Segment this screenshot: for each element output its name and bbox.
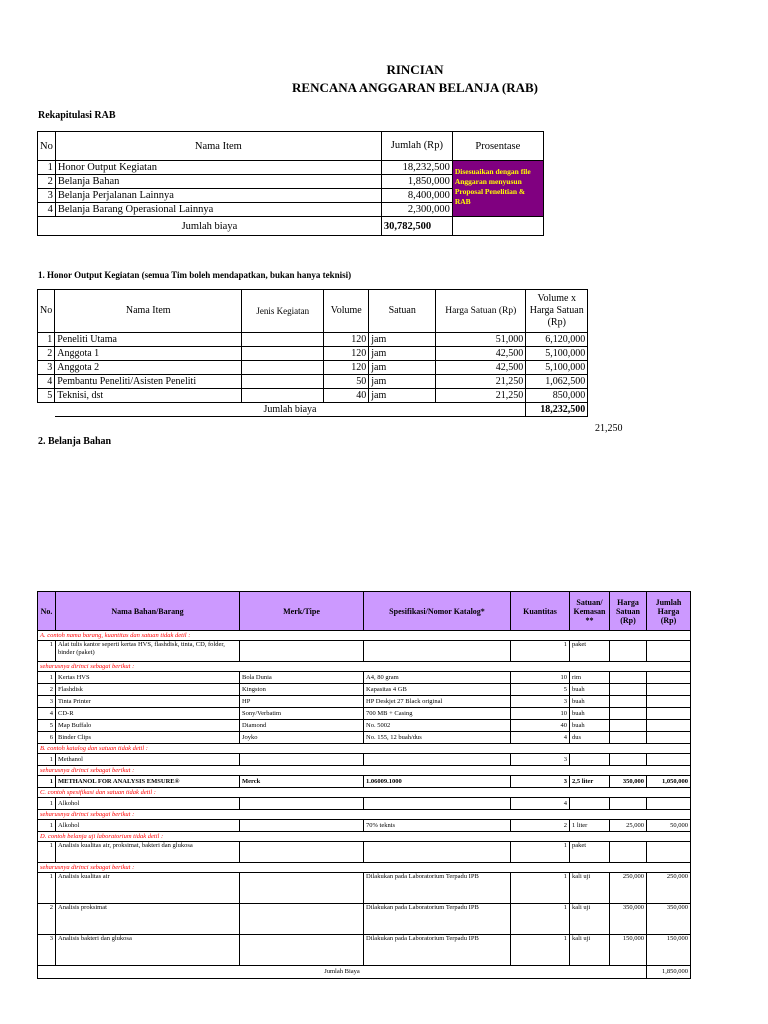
bahan-cell-nama: Alkohol [56,798,240,810]
bahan-cell-spek: HP Deskjet 27 Black original [364,696,511,708]
bahan-section-text: seharusnya dirinci sebagai berikut : [38,766,691,776]
bahan-section-text: seharusnya dirinci sebagai berikut : [38,863,691,873]
honor-row [38,347,588,361]
bahan-cell-satuan: paket [570,641,610,662]
rekap-cell-item: Belanja Barang Operasional Lainnya [55,203,381,217]
honor-header-volume: Volume [324,290,369,333]
honor-cell-no: 2 [38,347,55,361]
bahan-cell-merk: Joyko [240,732,364,744]
bahan-cell-kuantitas: 4 [511,732,570,744]
bahan-section-label [38,832,691,842]
bahan-row [38,935,691,966]
bahan-cell-harga [610,842,647,863]
bahan-cell-no: 2 [38,904,56,935]
bahan-cell-nama: Map Buffalo [56,720,240,732]
bahan-cell-spek: 70% teknis [364,820,511,832]
bahan-cell-jumlah [647,754,691,766]
bahan-cell-no: 5 [38,720,56,732]
honor-cell-total: 850,000 [526,389,588,403]
honor-cell-total: 5,100,000 [526,347,588,361]
honor-cell-volume: 50 [324,375,369,389]
honor-cell-item: Anggota 2 [55,361,242,375]
bahan-cell-jumlah [647,842,691,863]
bahan-cell-spek: 700 MB + Casing [364,708,511,720]
bahan-cell-harga: 350,000 [610,904,647,935]
bahan-cell-kuantitas: 40 [511,720,570,732]
honor-row [38,361,588,375]
bahan-cell-satuan: buah [570,720,610,732]
bahan-cell-no: 1 [38,842,56,863]
bahan-cell-harga [610,708,647,720]
rekap-note: Disesuaikan dengan file Anggaran menyusun Proposal Penelitian & RAB [452,161,543,217]
bahan-cell-harga: 25,000 [610,820,647,832]
honor-cell-jenis [242,361,324,375]
bahan-cell-nama: Analisis bakteri dan glukosa [56,935,240,966]
bahan-cell-kuantitas: 1 [511,641,570,662]
bahan-cell-kuantitas: 1 [511,935,570,966]
bahan-cell-no: 1 [38,820,56,832]
bahan-cell-spek [364,798,511,810]
doc-title-line1: RINCIAN [386,62,444,77]
doc-title-line2: RENCANA ANGGARAN BELANJA (RAB) [292,80,538,95]
rekap-table [37,131,544,236]
bahan-section-text: seharusnya dirinci sebagai berikut : [38,662,691,672]
honor-cell-jenis [242,347,324,361]
bahan-total-row [38,966,691,979]
bahan-row [38,776,691,788]
honor-cell-volume: 40 [324,389,369,403]
honor-cell-harga: 51,000 [436,333,526,347]
honor-body [38,333,588,403]
rekap-header-prosentase: Prosentase [452,132,543,161]
bahan-cell-jumlah: 50,000 [647,820,691,832]
bahan-cell-harga [610,672,647,684]
honor-cell-total: 5,100,000 [526,361,588,375]
bahan-row [38,732,691,744]
bahan-header-row [38,592,691,631]
bahan-cell-nama: Flashdisk [56,684,240,696]
honor-cell-volume: 120 [324,361,369,375]
bahan-total-value: 1,850,000 [647,966,691,979]
bahan-cell-merk [240,641,364,662]
rekap-total-value: 30,782,500 [381,217,452,236]
bahan-cell-no: 6 [38,732,56,744]
bahan-cell-nama: Binder Clips [56,732,240,744]
rekap-total-row [38,217,544,236]
bahan-cell-merk [240,842,364,863]
bahan-cell-jumlah: 250,000 [647,873,691,904]
bahan-cell-satuan: kali uji [570,873,610,904]
honor-table [37,289,588,417]
bahan-cell-jumlah: 1,050,000 [647,776,691,788]
honor-cell-item: Pembantu Peneliti/Asisten Peneliti [55,375,242,389]
bahan-section-text: D. contoh belanja uji laboratorium tidak detil : [38,832,691,842]
honor-row [38,333,588,347]
bahan-body [38,631,691,966]
bahan-cell-merk: Diamond [240,720,364,732]
rekap-heading: Rekapitulasi RAB [38,110,116,121]
rekap-header-nama-item: Nama Item [55,132,381,161]
bahan-cell-merk [240,935,364,966]
bahan-cell-no: 1 [38,672,56,684]
bahan-row [38,672,691,684]
bahan-cell-jumlah [647,672,691,684]
bahan-row [38,641,691,662]
honor-total-label: Jumlah biaya [55,403,526,417]
rekap-cell-no: 3 [38,189,56,203]
bahan-cell-jumlah [647,798,691,810]
bahan-row [38,798,691,810]
honor-header-no: No [38,290,55,333]
bahan-section-text: A. contoh nama barang, kuantitas dan satuan tidak detil : [38,631,691,641]
rekap-cell-jumlah: 2,300,000 [381,203,452,217]
bahan-cell-harga [610,798,647,810]
honor-cell-satuan: jam [369,333,436,347]
bahan-cell-nama: Alkohol [56,820,240,832]
bahan-cell-satuan [570,798,610,810]
bahan-row [38,754,691,766]
rekap-header-row [38,132,544,161]
bahan-cell-spek: Dilakukan pada Laboratorium Terpadu IPB [364,935,511,966]
bahan-cell-jumlah [647,732,691,744]
bahan-cell-nama: Alat tulis kantor seperti kertas HVS, flashdisk, tinta, CD, folder, binder (paket) [56,641,240,662]
bahan-row [38,684,691,696]
honor-header-jenis: Jenis Kegiatan [242,290,324,333]
bahan-cell-nama: CD-R [56,708,240,720]
bahan-cell-harga: 150,000 [610,935,647,966]
rekap-cell-no: 1 [38,161,56,175]
honor-cell-no: 4 [38,375,55,389]
honor-cell-satuan: jam [369,389,436,403]
bahan-cell-merk [240,798,364,810]
bahan-cell-kuantitas: 4 [511,798,570,810]
bahan-cell-nama: Methanol [56,754,240,766]
bahan-section-text: C. contoh spesifikasi dan satuan tidak detil : [38,788,691,798]
honor-header-row [38,290,588,333]
bahan-cell-satuan: 2,5 liter [570,776,610,788]
bahan-row [38,904,691,935]
honor-cell-jenis [242,375,324,389]
honor-cell-harga: 42,500 [436,361,526,375]
bahan-cell-no: 1 [38,776,56,788]
honor-row [38,389,588,403]
honor-total-value: 18,232,500 [526,403,588,417]
bahan-table [37,591,691,979]
rekap-cell-jumlah: 18,232,500 [381,161,452,175]
bahan-cell-spek: A4, 80 gram [364,672,511,684]
bahan-cell-merk [240,754,364,766]
bahan-cell-jumlah [647,720,691,732]
bahan-cell-harga [610,732,647,744]
bahan-cell-satuan: rim [570,672,610,684]
rekap-cell-jumlah: 1,850,000 [381,175,452,189]
bahan-section-label [38,863,691,873]
honor-cell-harga: 42,500 [436,347,526,361]
honor-cell-jenis [242,333,324,347]
bahan-section-text: B. contoh katalog dan satuan tidak detil : [38,744,691,754]
rekap-cell-no: 2 [38,175,56,189]
bahan-cell-spek: Dilakukan pada Laboratorium Terpadu IPB [364,904,511,935]
rekap-cell-item: Belanja Bahan [55,175,381,189]
honor-cell-volume: 120 [324,333,369,347]
bahan-cell-spek: No. 155, 12 buah/dus [364,732,511,744]
bahan-cell-satuan: kali uji [570,935,610,966]
rekap-cell-no: 4 [38,203,56,217]
bahan-cell-merk [240,873,364,904]
bahan-cell-satuan [570,754,610,766]
bahan-cell-spek: No. 5002 [364,720,511,732]
bahan-cell-kuantitas: 3 [511,696,570,708]
bahan-header-satuan: Satuan/ Kemasan ** [570,592,610,631]
bahan-header-kuantitas: Kuantitas [511,592,570,631]
bahan-row [38,696,691,708]
bahan-cell-merk [240,820,364,832]
bahan-cell-harga [610,641,647,662]
bahan-cell-merk: Bola Dunia [240,672,364,684]
rekap-cell-item: Belanja Perjalanan Lainnya [55,189,381,203]
bahan-cell-spek [364,842,511,863]
honor-row [38,375,588,389]
bahan-cell-kuantitas: 1 [511,873,570,904]
rekap-total-label: Jumlah biaya [38,217,382,236]
stray-number: 21,250 [595,423,623,434]
bahan-cell-merk: Kingston [240,684,364,696]
bahan-cell-satuan: dus [570,732,610,744]
bahan-cell-kuantitas: 2 [511,820,570,832]
honor-cell-harga: 21,250 [436,389,526,403]
honor-cell-no: 3 [38,361,55,375]
bahan-cell-jumlah: 350,000 [647,904,691,935]
honor-total-spacer [38,403,55,417]
honor-header-satuan: Satuan [369,290,436,333]
honor-cell-satuan: jam [369,347,436,361]
bahan-row [38,720,691,732]
bahan-cell-satuan: buah [570,708,610,720]
bahan-cell-no: 1 [38,641,56,662]
bahan-cell-merk: Sony/Verbatim [240,708,364,720]
honor-heading: 1. Honor Output Kegiatan (semua Tim boleh mendapatkan, bukan hanya teknisi) [38,270,352,280]
bahan-total-label: Jumlah Biaya [38,966,647,979]
bahan-cell-nama: Kertas HVS [56,672,240,684]
bahan-cell-spek: Dilakukan pada Laboratorium Terpadu IPB [364,873,511,904]
honor-cell-item: Teknisi, dst [55,389,242,403]
bahan-cell-nama: Tinta Printer [56,696,240,708]
bahan-cell-spek: 1.06009.1000 [364,776,511,788]
bahan-cell-merk: Merck [240,776,364,788]
bahan-section-label [38,744,691,754]
honor-cell-satuan: jam [369,375,436,389]
bahan-cell-no: 3 [38,696,56,708]
bahan-cell-harga [610,754,647,766]
bahan-cell-satuan: kali uji [570,904,610,935]
honor-cell-satuan: jam [369,361,436,375]
bahan-cell-spek: Kapasitas 4 GB [364,684,511,696]
bahan-heading: 2. Belanja Bahan [38,436,112,447]
honor-cell-no: 1 [38,333,55,347]
honor-header-harga: Harga Satuan (Rp) [436,290,526,333]
bahan-cell-harga [610,720,647,732]
bahan-cell-satuan: buah [570,684,610,696]
bahan-cell-kuantitas: 1 [511,904,570,935]
bahan-section-label [38,788,691,798]
honor-cell-jenis [242,389,324,403]
bahan-row [38,820,691,832]
bahan-cell-no: 1 [38,754,56,766]
bahan-cell-satuan: buah [570,696,610,708]
honor-total-row [38,403,588,417]
bahan-cell-spek [364,754,511,766]
rekap-cell-item: Honor Output Kegiatan [55,161,381,175]
bahan-cell-no: 1 [38,873,56,904]
bahan-header-jumlah: Jumlah Harga (Rp) [647,592,691,631]
bahan-cell-kuantitas: 3 [511,754,570,766]
bahan-cell-no: 4 [38,708,56,720]
bahan-header-harga: Harga Satuan (Rp) [610,592,647,631]
bahan-header-nama: Nama Bahan/Barang [56,592,240,631]
rekap-row [38,161,544,175]
rekap-cell-jumlah: 8,400,000 [381,189,452,203]
bahan-row [38,873,691,904]
bahan-cell-jumlah [647,641,691,662]
bahan-cell-no: 1 [38,798,56,810]
bahan-cell-jumlah [647,696,691,708]
bahan-row [38,842,691,863]
bahan-cell-kuantitas: 1 [511,842,570,863]
bahan-cell-no: 2 [38,684,56,696]
bahan-cell-jumlah: 150,000 [647,935,691,966]
honor-header-total: Volume x Harga Satuan (Rp) [526,290,588,333]
rekap-header-no: No [38,132,56,161]
rekap-header-jumlah: Jumlah (Rp) [381,132,452,161]
bahan-cell-satuan: paket [570,842,610,863]
bahan-cell-merk: HP [240,696,364,708]
bahan-row [38,708,691,720]
bahan-cell-spek [364,641,511,662]
bahan-cell-nama: Analisis kualitas air [56,873,240,904]
bahan-section-label [38,631,691,641]
bahan-section-label [38,766,691,776]
bahan-cell-jumlah [647,708,691,720]
bahan-cell-satuan: 1 liter [570,820,610,832]
bahan-cell-kuantitas: 10 [511,708,570,720]
bahan-cell-nama: METHANOL FOR ANALYSIS EMSURE® [56,776,240,788]
bahan-header-merk: Merk/Tipe [240,592,364,631]
honor-cell-volume: 120 [324,347,369,361]
bahan-cell-kuantitas: 10 [511,672,570,684]
honor-cell-item: Anggota 1 [55,347,242,361]
honor-cell-item: Peneliti Utama [55,333,242,347]
bahan-cell-nama: Analisis kualitas air, proksimat, bakteri dan glukosa [56,842,240,863]
bahan-section-text: seharusnya dirinci sebagai berikut : [38,810,691,820]
honor-cell-harga: 21,250 [436,375,526,389]
bahan-section-label [38,810,691,820]
bahan-header-spek: Spesifikasi/Nomor Katalog* [364,592,511,631]
bahan-cell-no: 3 [38,935,56,966]
bahan-cell-nama: Analisis proksimat [56,904,240,935]
bahan-header-no: No. [38,592,56,631]
bahan-cell-harga [610,696,647,708]
honor-cell-total: 6,120,000 [526,333,588,347]
bahan-cell-kuantitas: 3 [511,776,570,788]
rekap-total-empty [452,217,543,236]
bahan-cell-merk [240,904,364,935]
bahan-cell-harga [610,684,647,696]
bahan-cell-kuantitas: 5 [511,684,570,696]
bahan-section-label [38,662,691,672]
honor-cell-total: 1,062,500 [526,375,588,389]
honor-header-nama-item: Nama Item [55,290,242,333]
honor-cell-no: 5 [38,389,55,403]
bahan-cell-jumlah [647,684,691,696]
bahan-cell-harga: 350,000 [610,776,647,788]
bahan-cell-harga: 250,000 [610,873,647,904]
